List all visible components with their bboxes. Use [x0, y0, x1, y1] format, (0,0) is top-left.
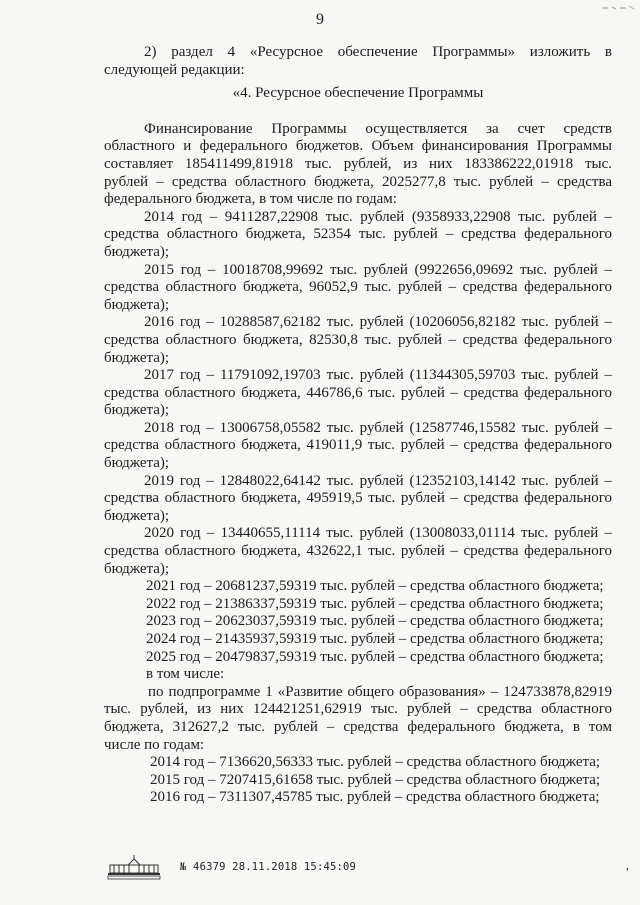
paragraph-line: числе по годам: [104, 736, 205, 753]
year-line-2022: 2022 год – 21386337,59319 тыс. рублей – средства областного бюджета; [146, 595, 604, 612]
subprogram-year-line: 2014 год – 7136620,56333 тыс. рублей – средства областного бюджета; [150, 754, 601, 771]
intro-line: следующей редакции: [104, 61, 245, 78]
year-line: средства областного бюджета, 495919,5 тыс. рублей – средства федерального [104, 490, 612, 507]
year-line: 2014 год – 9411287,22908 тыс. рублей (9358933,22908 тыс. рублей – [144, 208, 612, 225]
year-line-2024: 2024 год – 21435937,59319 тыс. рублей – средства областного бюджета; [146, 631, 604, 647]
year-entry-2019 [104, 473, 612, 526]
year-entry-2017 [104, 367, 612, 420]
year-line: бюджета); [104, 560, 170, 577]
year-line: средства областного бюджета, 96052,9 тыс. рублей – средства федерального [104, 279, 612, 296]
year-line: бюджета); [104, 507, 170, 524]
paragraph-line: областного и федерального бюджетов. Объем финансирования Программы [104, 138, 612, 155]
year-line: средства областного бюджета, 446786,6 тыс. рублей – средства федерального [104, 384, 612, 401]
year-line: бюджета); [104, 402, 170, 419]
subprogram-year-line: 2015 год – 7207415,61658 тыс. рублей – средства областного бюджета; [150, 771, 601, 788]
year-entry-2016 [104, 314, 612, 367]
year-line: средства областного бюджета, 432622,1 тыс. рублей – средства федерального [104, 543, 612, 560]
paragraph-line: рублей – средства областного бюджета, 2025277,8 тыс. рублей – средства [104, 173, 612, 190]
year-line: средства областного бюджета, 419011,9 тыс. рублей – средства федерального [104, 437, 612, 454]
year-line: 2019 год – 12848022,64142 тыс. рублей (12352103,14142 тыс. рублей – [144, 472, 612, 489]
including-label: в том числе: [146, 666, 225, 683]
subprogram-year-list [104, 754, 612, 807]
year-line-2023: 2023 год – 20623037,59319 тыс. рублей – средства областного бюджета; [146, 613, 604, 630]
year-line: 2016 год – 10288587,62182 тыс. рублей (10206056,82182 тыс. рублей – [144, 314, 612, 331]
paragraph-line: составляет 185411499,81918 тыс. рублей, из них 183386222,01918 тыс. [104, 155, 612, 172]
financing-paragraph [104, 121, 612, 209]
year-entry-2015 [104, 262, 612, 315]
year-line: бюджета); [104, 296, 170, 313]
page-number: 9 [316, 11, 324, 28]
year-entry-2014 [104, 209, 612, 262]
year-line: средства областного бюджета, 52354 тыс. рублей – средства федерального [104, 226, 612, 243]
year-line: 2020 год – 13440655,11114 тыс. рублей (13008033,01114 тыс. рублей – [144, 525, 612, 542]
year-line: средства областного бюджета, 82530,8 тыс. рублей – средства федерального [104, 331, 612, 348]
paragraph-line: по подпрограмме 1 «Развитие общего образования» – 124733878,82919 [148, 683, 612, 700]
section-heading: «4. Ресурсное обеспечение Программы [232, 85, 484, 102]
margin-comma-mark: , [626, 858, 629, 872]
document-footer [104, 853, 624, 883]
paragraph-line: бюджета, 312627,2 тыс. рублей – средства федерального бюджета, в том [104, 718, 612, 735]
subprogram-paragraph [104, 684, 612, 754]
paragraph-line: федерального бюджета, в том числе по годам: [104, 191, 397, 208]
year-line: 2017 год – 11791092,19703 тыс. рублей (11344305,59703 тыс. рублей – [144, 367, 612, 384]
document-body [104, 44, 612, 807]
paragraph-line: тыс. рублей, из них 124421251,62919 тыс. рублей – средства областного [104, 701, 612, 718]
year-entry-2020 [104, 525, 612, 578]
year-line-2025: 2025 год – 20479837,59319 тыс. рублей – средства областного бюджета; [146, 648, 604, 665]
registration-stamp: № 46379 28.11.2018 15:45:09 [180, 861, 357, 873]
paragraph-line: Финансирование Программы осуществляется за счет средств [144, 120, 612, 137]
intro-line: 2) раздел 4 «Ресурсное обеспечение Программы» изложить в [144, 44, 612, 60]
year-line: бюджета); [104, 243, 170, 260]
year-line-2021: 2021 год – 20681237,59319 тыс. рублей – средства областного бюджета; [146, 578, 604, 595]
year-line: бюджета); [104, 349, 170, 366]
year-entry-2018 [104, 420, 612, 473]
year-line: 2018 год – 13006758,05582 тыс. рублей (12587746,15582 тыс. рублей – [144, 419, 612, 436]
year-line: бюджета); [104, 455, 170, 472]
year-line: 2015 год – 10018708,99692 тыс. рублей (9922656,09692 тыс. рублей – [144, 261, 612, 278]
government-building-logo [104, 853, 164, 881]
regional-year-list [104, 578, 612, 684]
subprogram-year-line: 2016 год – 7311307,45785 тыс. рублей – средства областного бюджета; [150, 789, 600, 806]
